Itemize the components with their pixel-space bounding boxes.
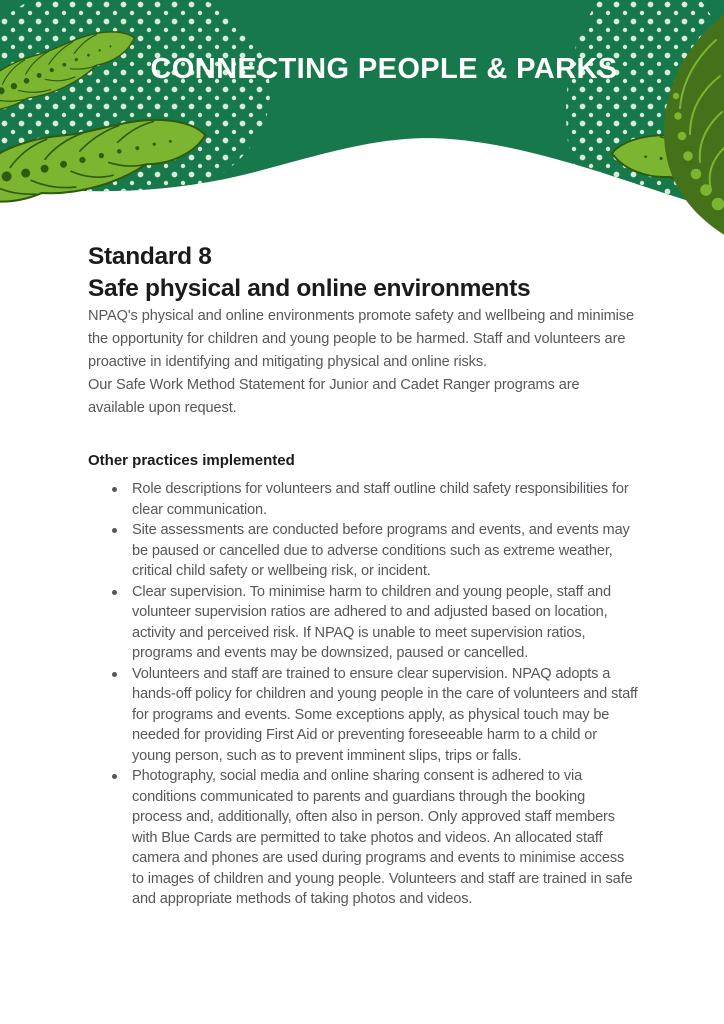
list-item: Clear supervision. To minimise harm to children and young people, staff and volunteer supervision ratios are adhered to and adjusted based on location, activity and perceived risk. If NPAQ is unable to meet supervision ratios, programs and events may be downsized, paused or cancelled. bbox=[88, 582, 638, 664]
subheading-other-practices: Other practices implemented bbox=[88, 452, 295, 469]
page-title-subject: Safe physical and online environments bbox=[88, 275, 531, 302]
list-item: Volunteers and staff are trained to ensure clear supervision. NPAQ adopts a hands-off policy for children and young people in the care of volunteers and staff for programs and events. Some exceptions apply, as physical touch may be needed for providing First Aid or preventing foreseeable harm to a child or young person, such as to prevent imminent slips, trips or falls. bbox=[88, 664, 638, 767]
page-title-standard: Standard 8 bbox=[88, 243, 212, 270]
document-body bbox=[88, 0, 638, 910]
banner-title: CONNECTING PEOPLE & PARKS bbox=[150, 53, 618, 85]
list-item: Photography, social media and online sharing consent is adhered to via conditions communicated to parents and guardians through the booking process and, additionally, often also in person. Only approved staff members with Blue Cards are permitted to take photos and videos. An allocated staff camera and phones are used during programs and events to minimise access to images of children and young people. Volunteers and staff are trained in safe and appropriate methods of taking photos and videos. bbox=[88, 766, 638, 910]
page-title bbox=[88, 241, 638, 305]
intro-paragraph: NPAQ's physical and online environments promote safety and wellbeing and minimise the opportunity for children and young people to be harmed. Staff and volunteers are proactive in identifying and mitigating physical and online risks. bbox=[88, 308, 635, 370]
swms-paragraph: Our Safe Work Method Statement for Junior and Cadet Ranger programs are available upon request. bbox=[88, 377, 580, 416]
list-item: Role descriptions for volunteers and staff outline child safety responsibilities for clear communication. bbox=[88, 479, 638, 520]
list-item: Site assessments are conducted before programs and events, and events may be paused or cancelled due to adverse conditions such as extreme weather, critical child safety or wellbeing risk, or incident. bbox=[88, 520, 638, 582]
practices-list bbox=[88, 479, 638, 910]
